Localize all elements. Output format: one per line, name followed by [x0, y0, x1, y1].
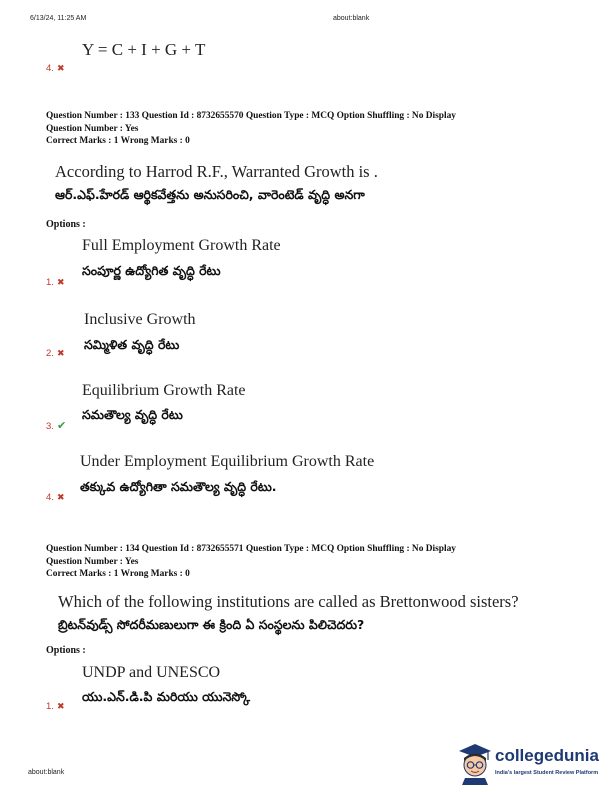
q133-option-2-number: 2. ✖ [46, 348, 65, 359]
footer-url: about:blank [28, 769, 65, 776]
q133-option-4-number: 4. ✖ [46, 492, 65, 503]
header-url: about:blank [333, 15, 370, 22]
cross-mark-icon: ✖ [56, 701, 65, 711]
q133-option-1-en: Full Employment Growth Rate [82, 237, 281, 254]
q133-option-2-te: సమ్మిళిత వృద్ధి రేటు [84, 337, 180, 352]
mascot-icon [455, 741, 495, 785]
q133-option-1-te: సంపూర్ణ ఉద్యోగిత వృద్ధి రేటు [82, 263, 221, 278]
brand-tagline: India's largest Student Review Platform [495, 770, 599, 776]
cross-mark-icon: ✖ [56, 277, 65, 287]
q133-meta: Question Number : 133 Question Id : 8732655570 Question Type : MCQ Option Shuffling : No Display Question Number : Yes Correct Marks : 1 Wrong Marks : 0 [46, 111, 456, 146]
q133-option-3-en: Equilibrium Growth Rate [82, 382, 246, 399]
q134-option-1-te: యు.ఎన్.డి.పి మరియు యునెస్కో [82, 689, 251, 704]
brand-name: collegedunia [495, 746, 599, 765]
equation: Y = C + I + G + T [82, 40, 206, 59]
header-timestamp: 6/13/24, 11:25 AM [30, 15, 87, 22]
q133-option-2-en: Inclusive Growth [84, 311, 196, 328]
q134-question-te: బ్రిటన్‌వుడ్స్ సోదరీమణులుగా ఈ క్రింది ఏ సంస్థలను పిలిచెదరు? [58, 617, 365, 632]
cross-mark-icon: ✖ [56, 492, 65, 502]
q133-option-4-te: తక్కువ ఉద్యోగితా సమతౌల్య వృద్ధి రేటు. [80, 479, 277, 494]
q133-option-3-te: సమతౌల్య వృద్ధి రేటు [82, 407, 183, 422]
q133-option-4-en: Under Employment Equilibrium Growth Rate [80, 453, 375, 470]
q133-question-te: ఆర్.ఎఫ్.హేరడ్ ఆర్థికవేత్తను అనుసరించి, వారెంటెడ్ వృద్ధి అనగా [55, 187, 365, 202]
q133-option-1-number: 1. ✖ [46, 277, 65, 288]
q134-option-1-en: UNDP and UNESCO [82, 664, 221, 681]
cross-mark-icon: ✖ [56, 63, 65, 73]
q133-option-3-number: 3. ✔ [46, 420, 67, 432]
q134-option-1-number: 1. ✖ [46, 701, 65, 712]
collegedunia-logo[interactable] [455, 741, 612, 786]
prev-option-4-number: 4. ✖ [46, 63, 65, 74]
q134-question-en: Which of the following institutions are called as Brettonwood sisters? [58, 592, 519, 611]
q134-options-label: Options : [46, 645, 86, 656]
check-mark-icon: ✔ [56, 420, 67, 432]
q133-question-en: According to Harrod R.F., Warranted Growth is . [55, 162, 378, 181]
q133-options-label: Options : [46, 219, 86, 230]
cross-mark-icon: ✖ [56, 348, 65, 358]
q134-meta: Question Number : 134 Question Id : 8732655571 Question Type : MCQ Option Shuffling : No Display Question Number : Yes Correct Marks : 1 Wrong Marks : 0 [46, 544, 456, 579]
